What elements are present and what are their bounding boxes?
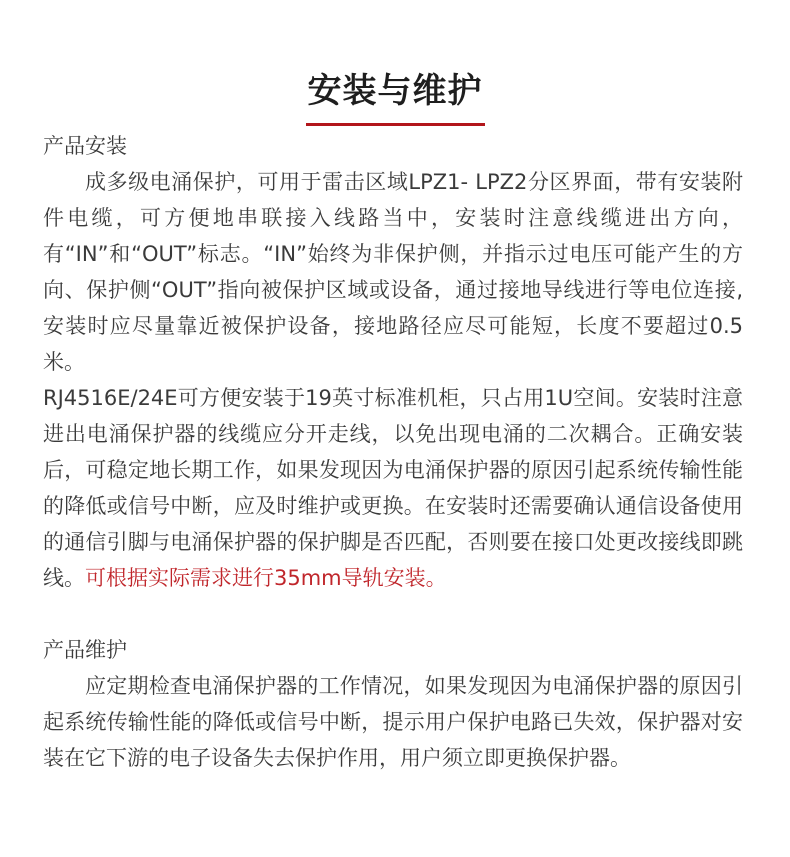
maintain-heading: 产品维护 [43,638,127,662]
install-highlight-text: 可根据实际需求进行35mm导轨安装。 [85,566,447,590]
install-paragraph-2 [43,380,743,596]
install-paragraph-1: 成多级电涌保护，可用于雷击区域LPZ1- LPZ2分区界面，带有安装附件电缆，可方便地串联接入线路当中，安装时注意线缆进出方向，有“IN”和“OUT”标志。“IN”始终为非保护侧，并指示过电压可能产生的方向、保护侧“OUT”指向被保护区域或设备，通过接地导线进行等电位连接,安装时应尽量靠近被保护设备，接地路径应尽可能短，长度不要超过0.5米。 [43,170,743,374]
page-title: 安装与维护 [306,67,485,126]
install-heading: 产品安装 [43,134,127,158]
content [43,128,743,776]
install-paragraph-2-text: RJ4516E/24E可方便安装于19英寸标准机柜，只占用1U空间。安装时注意进出电涌保护器的线缆应分开走线，以免出现电涌的二次耦合。正确安装后，可稳定地长期工作，如果发现因为电涌保护器的原因引起系统传输性能的降低或信号中断，应及时维护或更换。在安装时还需要确认通信设备使用的通信引脚与电涌保护器的保护脚是否匹配，否则要在接口处更改接线即跳线。 [43,386,743,590]
section-spacer [43,596,743,632]
maintain-paragraph-1: 应定期检查电涌保护器的工作情况，如果发现因为电涌保护器的原因引起系统传输性能的降低或信号中断，提示用户保护电路已失效，保护器对安装在它下游的电子设备失去保护作用，用户须立即更换保护器。 [43,674,743,770]
